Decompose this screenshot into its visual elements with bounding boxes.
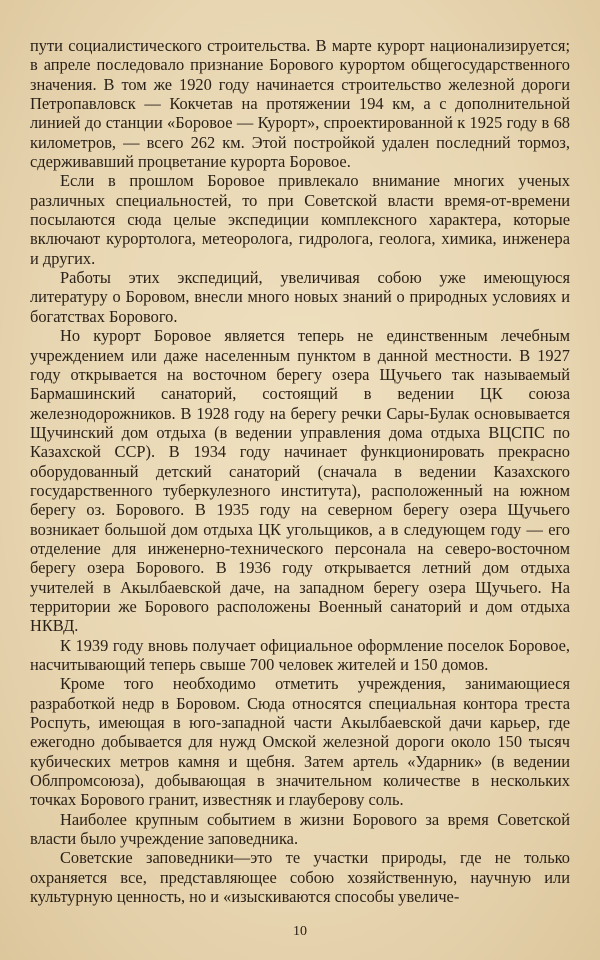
paragraph-7: Наиболее крупным событием в жизни Борового за время Советской власти было учреждение заповедника. bbox=[30, 809, 570, 849]
paragraph-1: пути социалистического строительства. В марте курорт национализируется; в апреле последовало признание Борового курортом общегосударственного значения. В том же 1920 году начинается строительство железной дороги Петропавловск — Кокчетав на протяжении 194 км, а с дополнительной линией до станции «Боровое — Курорт», спроектированной к 1925 году в 68 километров, — всего 262 км. Этой постройкой удален последний тормоз, сдерживавший процветание курорта Боровое. bbox=[30, 36, 570, 172]
body-text bbox=[30, 36, 570, 906]
page-number: 10 bbox=[293, 924, 307, 939]
paragraph-4: Но курорт Боровое является теперь не единственным лечебным учреждением или даже населенным пунктом в данной местности. В 1927 году открывается на восточном берегу озера Щучьего так называемый Бармашинский санаторий, состоящий в ведении ЦК союза железнодорожников. В 1928 году на берегу речки Сары-Булак основывается Щучинский дом отдыха (в ведении управления дома отдыха ВЦСПС по Казахской ССР). В 1934 году начинает функционировать прекрасно оборудованный детский санаторий (сначала в ведении Казахского государственного туберкулезного института), расположенный на южном берегу оз. Борового. В 1935 году на северном берегу озера Щучьего возникает большой дом отдыха ЦК угольщиков, а в следующем году — его отделение для инженерно-технического персонала на северо-восточном берегу озера Борового. В 1936 году открывается летний дом отдыха учителей в Акылбаевской даче, на западном берегу озера Щучьего. На территории же Борового расположены Военный санаторий и дом отдыха НКВД. bbox=[30, 326, 570, 636]
paragraph-6: Кроме того необходимо отметить учреждения, занимающиеся разработкой недр в Боровом. Сюда относятся специальная контора треста Роспуть, имеющая в юго-западной части Акылбаевской дачи карьер, где ежегодно добывается для нужд Омской железной дороги около 150 тысяч кубических метров камня и щебня. Затем артель «Ударник» (в ведении Облпромсоюза), добывающая в значительном количестве в нескольких точках Борового гранит, известняк и глауберову соль. bbox=[30, 674, 570, 810]
paragraph-3: Работы этих экспедиций, увеличивая собою уже имеющуюся литературу о Боровом, внесли много новых знаний о природных условиях и богатствах Борового. bbox=[30, 268, 570, 326]
paragraph-8: Советские заповедники—это те участки природы, где не только охраняется все, представляющее собою хозяйственную, научную или культурную ценность, но и «изыскиваются способы увеличе- bbox=[30, 848, 570, 907]
paragraph-2: Если в прошлом Боровое привлекало внимание многих ученых различных специальностей, то при Советской власти время-от-времени посылаются сюда целые экспедиции комплексного характера, которые включают курортолога, метеоролога, гидролога, геолога, химика, инженера и других. bbox=[30, 171, 570, 268]
paragraph-5: К 1939 году вновь получает официальное оформление поселок Боровое, насчитывающий теперь свыше 700 человек жителей и 150 домов. bbox=[30, 635, 570, 674]
